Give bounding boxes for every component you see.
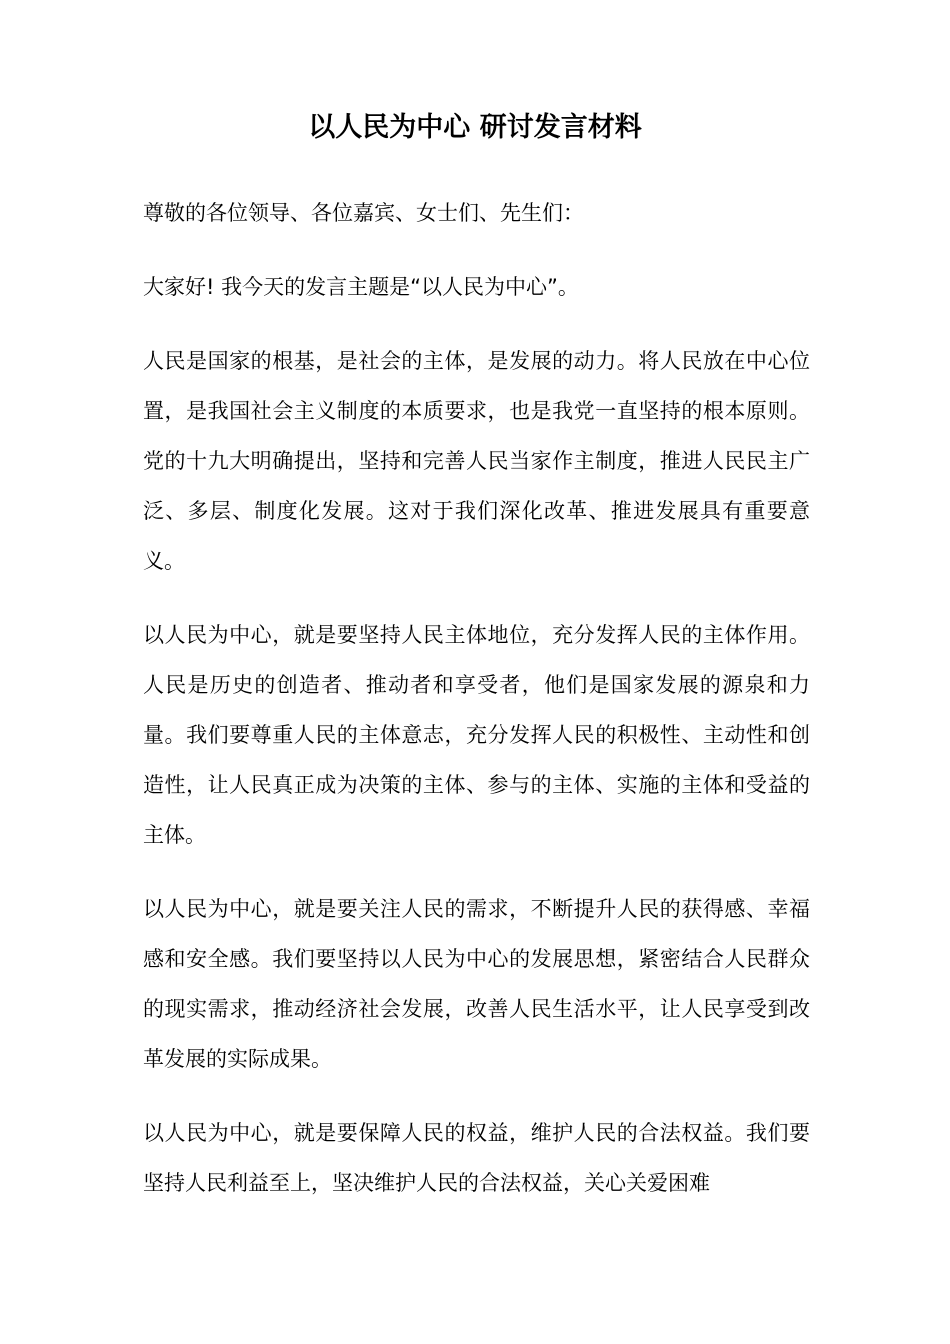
body-paragraph: 以人民为中心，就是要关注人民的需求，不断提升人民的获得感、幸福感和安全感。我们要坚持以人民为中心的发展思想，紧密结合人民群众的现实需求，推动经济社会发展，改善人民生活水平，让人民享受到改革发展的实际成果。 — [143, 897, 810, 1071]
opening-paragraph: 大家好! 我今天的发言主题是“以人民为中心”。 — [143, 275, 579, 299]
document-title: 以人民为中心 研讨发言材料 — [308, 112, 642, 143]
body-paragraph: 以人民为中心，就是要保障人民的权益，维护人民的合法权益。我们要坚持人民利益至上，坚决维护人民的合法权益，关心关爱困难 — [143, 1121, 810, 1195]
body-paragraph: 以人民为中心，就是要坚持人民主体地位，充分发挥人民的主体作用。人民是历史的创造者、推动者和享受者，他们是国家发展的源泉和力量。我们要尊重人民的主体意志，充分发挥人民的积极性、主动性和创造性，让人民真正成为决策的主体、参与的主体、实施的主体和受益的主体。 — [143, 623, 810, 847]
greeting-paragraph: 尊敬的各位领导、各位嘉宾、女士们、先生们： — [143, 201, 584, 225]
body-paragraph: 人民是国家的根基，是社会的主体，是发展的动力。将人民放在中心位置，是我国社会主义制度的本质要求，也是我党一直坚持的根本原则。党的十九大明确提出，坚持和完善人民当家作主制度，推进人民民主广泛、多层、制度化发展。这对于我们深化改革、推进发展具有重要意义。 — [143, 349, 810, 573]
document-body — [143, 188, 810, 1232]
